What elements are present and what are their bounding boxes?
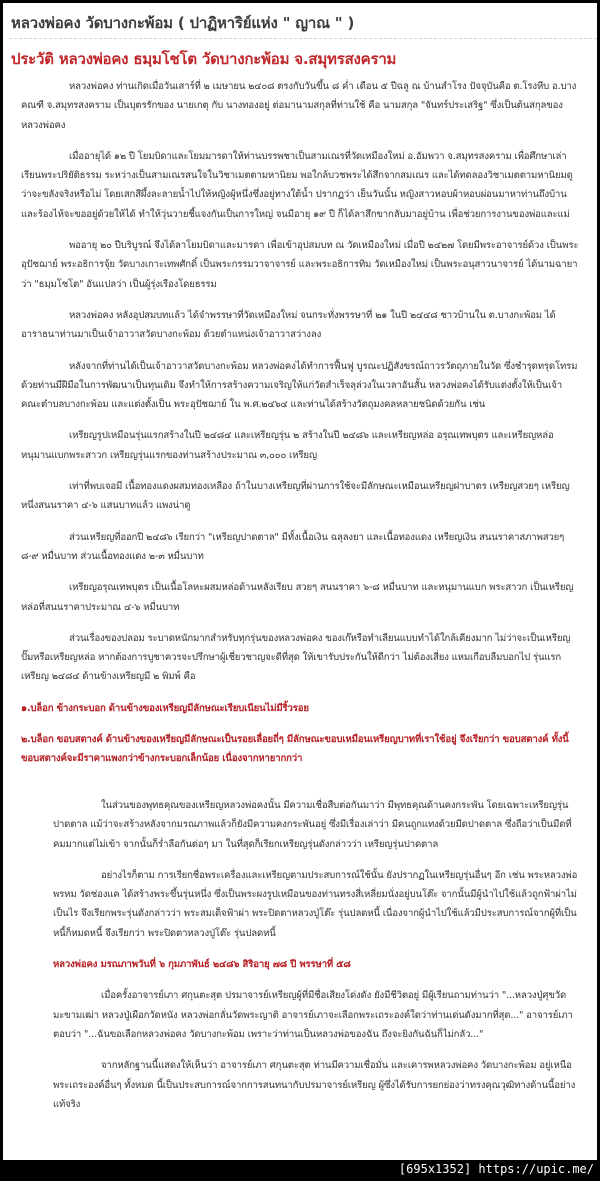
- paragraph-restoration: หลังจากที่ท่านได้เป็นเจ้าอาวาสวัดบางกะพ้อม หลวงพ่อคงได้ทำการฟื้นฟู บูรณะปฏิสังขรณ์ถาวรวัตถุภายในวัด ซึ่งชำรุดทรุดโทรม ด้วยท่านมีฝีมือในการพัฒนาเป็นทุนเดิม จึงทำให้การสร้างความเจริญให้แก่วัดสำเร็จลุล่วงในเวลาอันสั้น หลวงพ่อคงได้รับแต่งตั้งให้เป็นเจ้าคณะตำบลบางกะพ้อม และแต่งตั้งเป็น พระอุปัชฌาย์ ใน พ.ศ.๒๔๖๔ และท่านได้สร้างวัตถุมงคลหลายชนิดด้วยกัน เช่น: [21, 360, 578, 411]
- image-footer-bar: [0, 1160, 600, 1181]
- article-page: [3, 3, 597, 1160]
- quote-block: [3, 786, 597, 1160]
- paragraph-ordination: พออายุ ๒๐ ปีบริบูรณ์ จึงได้ลาโยมบิดาและมารดา เพื่อเข้าอุปสมบท ณ วัดเหมืองใหม่ เมื่อปี ๒๔๒๗ โดยมีพระอาจารย์ด้วง เป็นพระอุปัชฌาย์ พระอธิการจุ้ย วัดบางเกาะเทพศักดิ์ เป็นพระกรรมวาจาจารย์ และพระอธิการทิม วัดเหมืองใหม่ เป็นพระอนุสาวนาจารย์ ได้นามฉายาว่า "ธมฺมโชโต" อันแปลว่า เป็นผู้รุ่งเรืองโดยธรรม: [21, 240, 579, 290]
- paragraph-coins-first: เหรียญรูปเหมือนรุ่นแรกสร้างในปี ๒๔๘๔ และเหรียญรุ่น ๒ สร้างในปี ๒๔๘๖ และเหรียญหล่อ อรุณเทพบุตร และเหรียญหล่อ หนุมานแบกพระสาวก เหรียญรุ่นแรกของท่านสร้างประมาณ ๓,๐๐๐ เหรียญ: [21, 430, 554, 461]
- paragraph-counterfeits: ส่วนเรื่องของปลอม ระบาดหนักมากสำหรับทุกรุ่นของหลวงพ่อคง ของเก๊หรือทำเลียนแบบทำได้ใกล้เคียงมาก ไม่ว่าจะเป็นเหรียญปั๊มหรือเหรียญหล่อ หากต้องการบูชาควรจะปรึกษาผู้เชี่ยวชาญจะดีที่สุด ให้เขารับประกันให้ดีกว่า ไม่ต้องเสี่ยง แหมเกือบลืมบอกไป รุ่นแรกเหรียญ ๒๔๘๔ ด้านข้างเหรียญมี ๒ พิมพ์ คือ: [21, 632, 571, 683]
- paragraph-ajarn-pao: เมื่อครั้งอาจารย์เภา ศกุนตะสุต ปรมาจารย์เหรียญผู้ที่มีชื่อเสียงโด่งดัง ยังมีชีวิตอยู่ มีผู้เรียนถามท่านว่า "...หลวงปู่ศุขวัดมะขามเฒ่า หลวงปู่เผือกวัดหนัง หลวงพ่อกลั่นวัดพระญาติ อาจารย์เภาจะเลือกพระเถระองค์ใดว่าท่านเด่นดังมากที่สุด..." อาจารย์เภาตอบว่า "...ฉันขอเลือกหลวงพ่อคง วัดบางกะพ้อม เพราะว่าท่านเป็นหลวงพ่อของฉัน ถึงจะยิงกันฉันก็ไม่กลัว...": [53, 990, 573, 1040]
- paragraph-amulet-power: ในส่วนของพุทธคุณของเหรียญหลวงพ่อคงนั้น มีความเชื่อสืบต่อกันมาว่า มีพุทธคุณด้านคงกระพัน โดยเฉพาะเหรียญรุ่นปาดตาล แม้ว่าจะสร้างหลังจากมรณภาพแล้วก็ยังมีความคงกระพันอยู่ ซึ่งมีเรื่องเล่าว่า มีคนถูกแทงด้วยมีดปาดตาล ซึ่งถือว่าเป็นมีดที่คมมากแต่ไม่เข้า จากนั้นก็ร่ำลือกันต่อๆ มา ในที่สุดก็เรียกเหรียญรุ่นดังกล่าวว่า เหรียญรุ่นปาดตาล: [53, 800, 572, 850]
- paragraph-arun-coin: เหรียญอรุณเทพบุตร เป็นเนื้อโลหะผสมหล่อด้านหลังเรียบ สวยๆ สนนราคา ๖-๘ หมื่นบาท และหนุมานแบก พระสาวก เป็นเหรียญหล่อที่สนนราคาประมาณ ๔-๖ หมื่นบาท: [21, 582, 574, 613]
- paragraph-naming-experience: อย่างไรก็ตาม การเรียกชื่อพระเครื่องและเหรียญตามประสบการณ์ใช้นั้น ยังปรากฏในเหรียญรุ่นอื่นๆ อีก เช่น พระหลวงพ่อพรหม วัดช่องแค ได้สร้างพระขึ้นรุ่นหนึ่ง ซึ่งเป็นพระผงรูปเหมือนของท่านทรงสี่เหลี่ยมนั่งอยู่บนโต๊ะ จากนั้นมีผู้นำไปใช้แล้วถูกฟ้าผ่าไม่เป็นไร จึงเรียกพระรุ่นดังกล่าวว่า พระสมเด็จฟ้าผ่า พระปิดตาหลวงปู่โต๊ะ รุ่นปลดหนี้ เนื่องจากผู้นำไปใช้แล้วมีประสบการณ์จากผู้ที่เป็นหนี้ก็หมดหนี้ จึงเรียกว่า พระปิดตาหลวงปู่โต๊ะ รุ่นปลดหนี้: [53, 869, 578, 939]
- death-notice: หลวงพ่อคง มรณภาพวันที่ ๖ กุมภาพันธ์ ๒๔๘๖ สิริอายุ ๗๘ ปี พรรษาที่ ๕๘: [53, 959, 351, 971]
- quote-content: [53, 796, 583, 1126]
- highlight-block-1: ๑.บล็อก ข้างกระบอก ด้านข้างของเหรียญมีลักษณะเรียบเนียนไม่มีริ้วรอย: [21, 702, 309, 714]
- article-body-content: [21, 73, 581, 769]
- article-body: [3, 73, 597, 785]
- paragraph-padtan-coin: ส่วนเหรียญที่ออกปี ๒๔๘๖ เรียกว่า "เหรียญปาดตาล" มีทั้งเนื้อเงิน ฉลุลงยา และเนื้อทองแดง เหรียญเงิน สนนราคาสภาพสวยๆ ๘-๙ หมื่นบาท ส่วนเนื้อทองแดง ๒-๓ หมื่นบาท: [21, 531, 565, 562]
- paragraph-novice: เมื่ออายุได้ ๑๒ ปี โยมบิดาและโยมมารดาให้ท่านบรรพชาเป็นสามเณรที่วัดเหมืองใหม่ อ.อัมพวา จ.สมุทรสงคราม เพื่อศึกษาเล่าเรียนพระปริยัติธรรม ระหว่างเป็นสามเณรสนใจในวิชาเมตตามหานิยม พอใกล้บวชพระได้สึกจากสมเณร และได้ทดลองวิชาเมตตามหานิยมดูว่าจะขลังจริงหรือไม่ โดยเสกสีผึ้งละลายน้ำไปให้หญิงผู้หนึ่งซึ่งอยู่ทางใต้น้ำ ปรากฏว่า เย็นวันนั้น หญิงสาวหอบผ้าหอบผ่อนมาหาท่านถึงบ้าน และร้องไห้จะขออยู่ด้วยให้ได้ ทำให้วุ่นวายชี้แจงกันเป็นการใหญ่ จนมีอายุ ๑๙ ปี ก็ได้ลาสึกขากลับมาอยู่บ้าน เพื่อช่วยการงานของพ่อและแม่: [21, 150, 573, 220]
- paragraph-birth: หลวงพ่อคง ท่านเกิดเมื่อวันเสาร์ที่ ๒ เมษายน ๒๔๐๘ ตรงกับวันขึ้น ๘ ค่ำ เดือน ๕ ปีฉลู ณ บ้านสำโรง ปัจจุบันคือ ต.โรงหีบ อ.บางคณฑี จ.สมุทรสงคราม เป็นบุตรรักของ นายเกตุ กับ นางทองอยู่ ต่อมานามสกุลที่ท่านใช้ คือ นามสกุล "จันทร์ประเสริฐ" ซึ่งเป็นต้นสกุลของหลวงพ่อคง: [21, 81, 577, 131]
- watermark-text: [695x1352] https://upic.me/: [398, 1162, 594, 1176]
- paragraph-coin-material: เท่าที่พบเจอมี เนื้อทองแดงผสมทองเหลือง ถ้าในบางเหรียญที่ผ่านการใช้จะมีลักษณะเหมือนเหรียญฝาบาตร เหรียญสวยๆ เหรียญหนึ่งสนนราคา ๔-๖ แสนบาทแล้ว แพงน่าดู: [21, 481, 570, 512]
- paragraph-abbot: หลวงพ่อคง หลังอุปสมบทแล้ว ได้จำพรรษาที่วัดเหมืองใหม่ จนกระทั่งพรรษาที่ ๒๑ ในปี ๒๔๔๘ ชาวบ้านใน ต.บางกะพ้อม ได้อาราธนาท่านมาเป็นเจ้าอาวาสวัดบางกะพ้อม ด้วยตำแหน่งเจ้าอาวาสว่างลง: [21, 309, 556, 341]
- page-title: หลวงพ่อคง วัดบางกะพ้อม ( ปาฏิหาริย์แห่ง " ญาณ " ): [11, 14, 355, 32]
- title-separator: [9, 38, 597, 39]
- paragraph-conclusion: จากหลักฐานนี้แสดงให้เห็นว่า อาจารย์เภา ศกุนตะสุต ท่านมีความเชื่อมั่น และเคารพหลวงพ่อคง วัดบางกะพ้อม อยู่เหนือพระเถระองค์อื่นๆ ทั้งหมด นี้เป็นประสบการณ์จากการสนทนากับปรมาจารย์เหรียญ ผู้ซึ่งได้รับการยกย่องว่าทรงคุณวุฒิทางด้านนี้อย่างแท้จริง: [53, 1060, 576, 1110]
- article-subtitle: ประวัติ หลวงพ่อคง ธมฺมโชโต วัดบางกะพ้อม จ.สมุทรสงคราม: [11, 50, 397, 68]
- highlight-block-2: ๒.บล็อก ขอบสตางค์ ด้านข้างของเหรียญมีลักษณะเป็นรอยเลื่อยถี่ๆ มีลักษณะขอบเหมือนเหรียญบาทที่เราใช้อยู่ จึงเรียกว่า ขอบสตางค์ ทั้งนี้ ขอบสตางค์จะมีราคาแพงกว่าข้างกระบอกเล็กน้อย เนื่องจากหายากกว่า: [21, 734, 569, 765]
